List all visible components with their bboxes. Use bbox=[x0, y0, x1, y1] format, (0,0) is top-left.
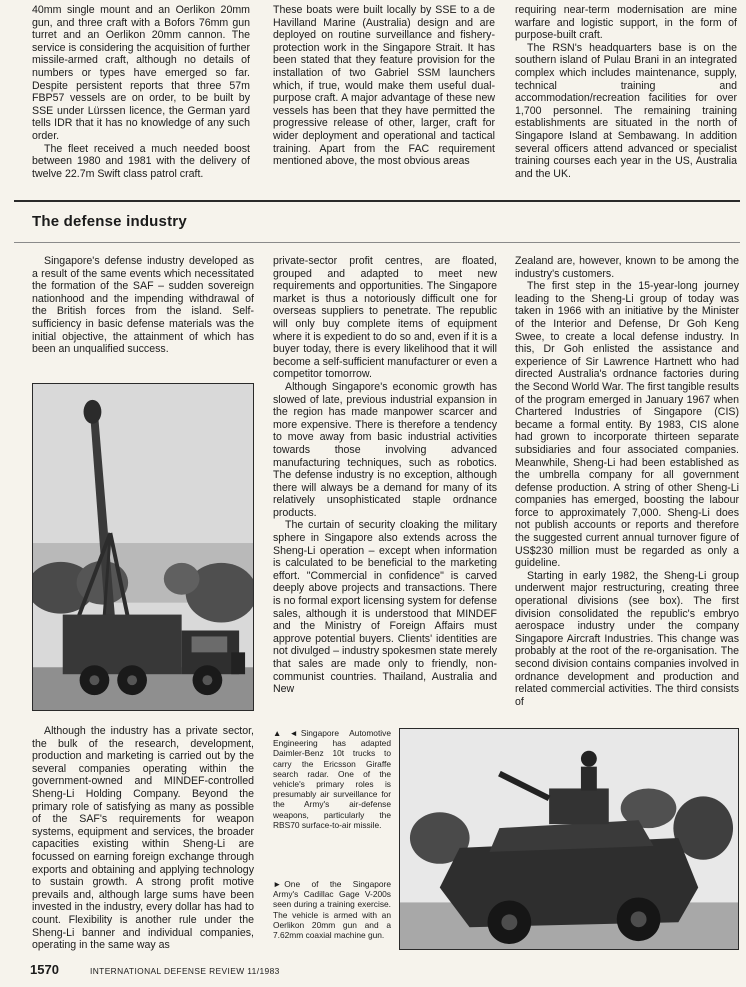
section-divider bbox=[14, 200, 740, 202]
caption-pointer-icon: ► bbox=[273, 879, 282, 889]
v200-photo-caption bbox=[273, 879, 391, 961]
paragraph: Zealand are, however, known to be among the industry's customers. bbox=[515, 255, 739, 280]
top-column-2 bbox=[273, 4, 495, 194]
paragraph: The fleet received a much needed boost between 1980 and 1981 with the delivery of twelve 22.7m Swift class patrol craft. bbox=[32, 142, 250, 180]
body-column-3 bbox=[515, 255, 739, 715]
paragraph: requiring near-term modernisation are mine warfare and logistic support, in the form of purpose-built craft. bbox=[515, 4, 737, 42]
paragraph: Starting in early 1982, the Sheng-Li group underwent major restructuring, creating three operational divisions (see box). The first division consolidated the republic's embryo aerospace industry under the company Singapore Aircraft Industries. This change was probably at the root of the re-organisation. The second division contains companies involved in ordnance development and production and related commercial activities. The third consists of bbox=[515, 569, 739, 708]
body-column-1-bottom bbox=[32, 725, 254, 957]
paragraph: These boats were built locally by SSE to a de Havilland Marine (Australia) design and are deployed on routine surveillance and fishery-protection work in the Singapore Strait. It has been stated that they feature provision for the installation of two Gabriel SSM launchers which, if true, would make them useful dual-purpose craft. A major advantage of these new vessels has been that they have permitted the progressive release of other, larger, craft for wider deployment and operational and tactical training. Apart from the FAC requirement mentioned above, the most obvious areas bbox=[273, 4, 495, 168]
paragraph: The curtain of security cloaking the military sphere in Singapore also extends across the Sheng-Li operation – except when information is calculated to be beneficial to the marketing effort. "Commercial in confidence" is carved deeply above projects and transactions. There is no formal export licensing system for defense sales, although it is understood that MINDEF and the Ministry of Foreign Affairs must approve potential buyers. Clients' identities are not divulged – industry spokesmen state merely that sales are made only to friendly, non-communist countries. Thailand, Australia and New bbox=[273, 519, 497, 696]
v200-vehicle-photo bbox=[399, 728, 739, 950]
body-column-2 bbox=[273, 255, 497, 715]
truck-radar-photo bbox=[32, 383, 254, 711]
paragraph: The RSN's headquarters base is on the southern island of Pulau Brani in an integrated complex which includes maintenance, supply, technical training and accommodation/recreation facilities for over 1,700 personnel. The remaining training establishments are situated in the north of Singapore Island at Sembawang. In addition several officers attend advanced or specialist training courses each year in the US, Australia and the UK. bbox=[515, 41, 737, 180]
top-column-3 bbox=[515, 4, 737, 194]
page-number: 1570 bbox=[30, 962, 59, 977]
paragraph: Although Singapore's economic growth has slowed of late, previous industrial expansion in the region has made manpower scarcer and more expensive. There is therefore a tendency to move away from basic industrial activities towards those involving advanced manufacturing techniques, such as robotics. The defense industry is no exception, although there will always be a demand for many of its relatively unsophisticated staple ordnance products. bbox=[273, 380, 497, 519]
paragraph: The first step in the 15-year-long journey leading to the Sheng-Li group of today was taken in 1966 with an initiative by the Minister of the Interior and Defense, Dr Goh Keng Swee, to create a local defense industry. In this, Dr Goh enlisted the assistance and experience of Sir Lawrence Hartnett who had directed Australia's ordnance factories during the Second World War. The first tangible results of the program emerged in January 1967 when Chartered Industries of Singapore (CIS) became a formal entity. By 1983, CIS alone had grown to incorporate thirteen separate subsidiaries and four associated companies. Meanwhile, Sheng-Li had been established as the umbrella company for all government defense production. A string of other Sheng-Li companies has emerged, boosting the labour force to approximately 7,000. Sheng-Li does not publish accounts or reports and therefore the suggested current annual turnover figure of US$230 million must be regarded as only a guideline. bbox=[515, 280, 739, 570]
body-column-1-top bbox=[32, 255, 254, 370]
section-title: The defense industry bbox=[32, 213, 187, 230]
top-column-1 bbox=[32, 4, 250, 194]
caption-pointer-icon: ▲◄ bbox=[273, 728, 298, 738]
paragraph: Singapore's defense industry developed as a result of the same events which necessitated the formation of the SAF – sudden sovereign nationhood and the impending withdrawal of the British forces from the island. Self-sufficiency in basic defense materials was the initial objective, the attainment of which has been an unqualified success. bbox=[32, 255, 254, 356]
paragraph: private-sector profit centres, are floated, grouped and adapted to meet new requirements and opportunities. The Singapore market is thus a notoriously difficult one for overseas suppliers to penetrate. The republic will only buy complete items of equipment where it is expedient to do so and, even if it is a buyer today, there is every likelihood that it will become a self-sufficient manufacturer or even a competitor tomorrow. bbox=[273, 255, 497, 381]
paragraph: Although the industry has a private sector, the bulk of the research, development, production and marketing is carried out by the several companies operating within the government-owned and MINDEF-controlled Sheng-Li Holding Company. Beyond the primary role of satisfying as many as possible of the SAF's requirements for weapon systems, equipment and services, the broader capacities existing within Sheng-Li are focussed on earning foreign exchange through exports and obtaining and applying technology to sustain growth. A strong profit motive prevails and, although large sums have been invested in the industry, every dollar has had to count. Flexibility is another rule under the Sheng-Li banner and individual companies, operating in the same way as bbox=[32, 725, 254, 952]
caption-text: Singapore Automotive Engineering has adapted Daimler-Benz 10t trucks to carry the Ericsson Giraffe search radar. One of the vehicle's primary roles is presumably air surveillance for the Army's air-defense weapons, particularly the RBS70 surface-to-air missile. bbox=[273, 728, 391, 830]
armoured-vehicle-illustration bbox=[400, 729, 738, 949]
truck-radar-illustration bbox=[33, 384, 253, 710]
caption-text: One of the Singapore Army's Cadillac Gage V-200s seen during a training exercise. The vehicle is armed with an Oerlikon 20mm gun and a 7.62mm coaxial machine gun. bbox=[273, 879, 391, 941]
truck-photo-caption bbox=[273, 728, 391, 848]
paragraph: 40mm single mount and an Oerlikon 20mm gun, and three craft with a Bofors 76mm gun turret and an Oerlikon 20mm cannon. The service is considering the acquisition of further missile-armed craft, although no details of numbers or types have emerged so far. Despite persistent reports that three 57m FBP57 vessels are on order, to be built by SSE under Lürssen licence, the German yard tells IDR that it has no knowledge of any such order. bbox=[32, 4, 250, 142]
title-rule bbox=[14, 242, 740, 243]
publication-title: INTERNATIONAL DEFENSE REVIEW 11/1983 bbox=[90, 966, 280, 976]
